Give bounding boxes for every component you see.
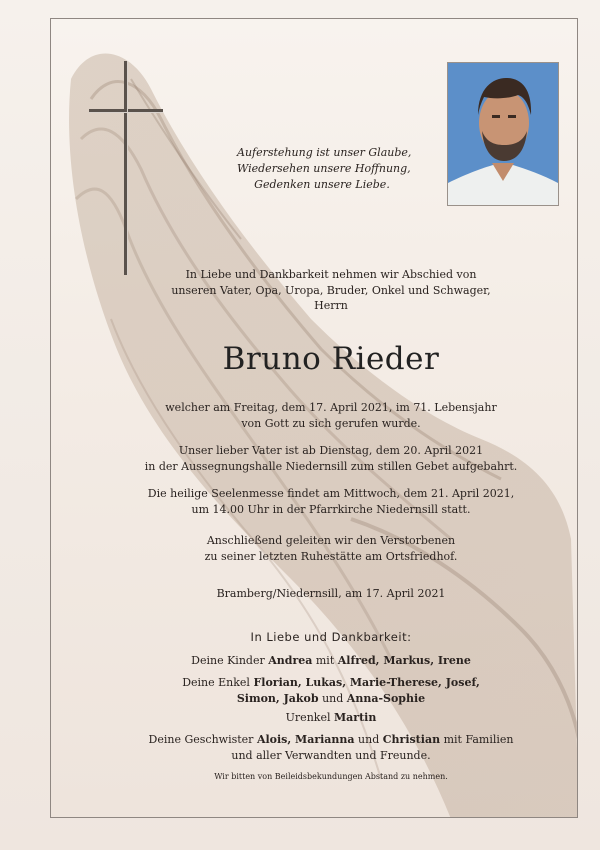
- mourner-conjunction: mit: [315, 654, 335, 667]
- burial-line: Anschließend geleiten wir den Verstorbenen: [206, 534, 456, 547]
- poem-line: Gedenken unsere Liebe.: [254, 178, 390, 191]
- death-line: von Gott zu sich gerufen wurde.: [241, 416, 421, 430]
- deceased-name: Bruno Rieder: [222, 341, 440, 377]
- intro-text: [131, 267, 531, 314]
- portrait-photo: [447, 62, 559, 206]
- death-notice: [101, 400, 561, 431]
- mourner-conjunction: und: [322, 691, 344, 705]
- mourners-grandchildren: [91, 675, 571, 706]
- thanks-heading: In Liebe und Dankbarkeit:: [250, 630, 412, 644]
- mourner-prefix: Deine Kinder: [191, 654, 265, 667]
- obituary-frame: [50, 18, 578, 818]
- mourner-name: Anna-Sophie: [346, 691, 426, 705]
- poem-line: Wiedersehen unsere Hoffnung,: [237, 162, 411, 175]
- mass-line: Die heilige Seelenmesse findet am Mittwoch, dem 21. April 2021,: [147, 487, 515, 500]
- intro-line: unseren Vater, Opa, Uropa, Bruder, Onkel und Schwager,: [171, 283, 491, 297]
- mourner-line: und aller Verwandten und Freunde.: [231, 748, 431, 762]
- mourner-name: Martin: [333, 711, 377, 724]
- mass-line: um 14.00 Uhr in der Pfarrkirche Niedernsill statt.: [191, 502, 471, 516]
- mourner-names: Simon, Jakob: [236, 691, 319, 705]
- mass-notice: [101, 486, 561, 517]
- mourner-prefix: Deine Enkel: [182, 676, 250, 689]
- poem-line: Auferstehung ist unser Glaube,: [237, 146, 412, 159]
- intro-line: Herrn: [314, 299, 348, 312]
- burial-line: zu seiner letzten Ruhestätte am Ortsfriedhof.: [204, 549, 458, 563]
- mourners-children: [91, 653, 571, 669]
- poem: [237, 145, 412, 193]
- mourners-great-grandchildren: [91, 710, 571, 726]
- viewing-notice: [101, 443, 561, 474]
- mourners-siblings: [91, 732, 571, 763]
- cross-icon: [89, 61, 163, 275]
- condolence-notice: Wir bitten von Beileidsbekundungen Abstand zu nehmen.: [214, 772, 448, 781]
- place-date: Bramberg/Niedernsill, am 17. April 2021: [216, 587, 446, 600]
- viewing-line: Unser lieber Vater ist ab Dienstag, dem 20. April 2021: [178, 444, 484, 457]
- mourner-conjunction: und: [358, 733, 380, 746]
- intro-line: In Liebe und Dankbarkeit nehmen wir Abschied von: [185, 268, 477, 281]
- viewing-line: in der Aussegnungshalle Niedernsill zum stillen Gebet aufgebahrt.: [144, 459, 518, 473]
- mourner-names: Alois, Marianna: [256, 733, 355, 746]
- mourner-names: Alfred, Markus, Irene: [337, 654, 471, 667]
- mourner-prefix: Urenkel: [285, 711, 331, 724]
- mourner-suffix: mit Familien: [443, 733, 514, 746]
- mourner-names: Florian, Lukas, Marie-Therese, Josef,: [253, 676, 480, 689]
- mourner-name: Andrea: [268, 654, 313, 667]
- mourner-prefix: Deine Geschwister: [148, 733, 254, 746]
- burial-notice: [101, 533, 561, 564]
- mourner-name: Christian: [382, 733, 441, 746]
- death-line: welcher am Freitag, dem 17. April 2021, im 71. Lebensjahr: [165, 401, 497, 414]
